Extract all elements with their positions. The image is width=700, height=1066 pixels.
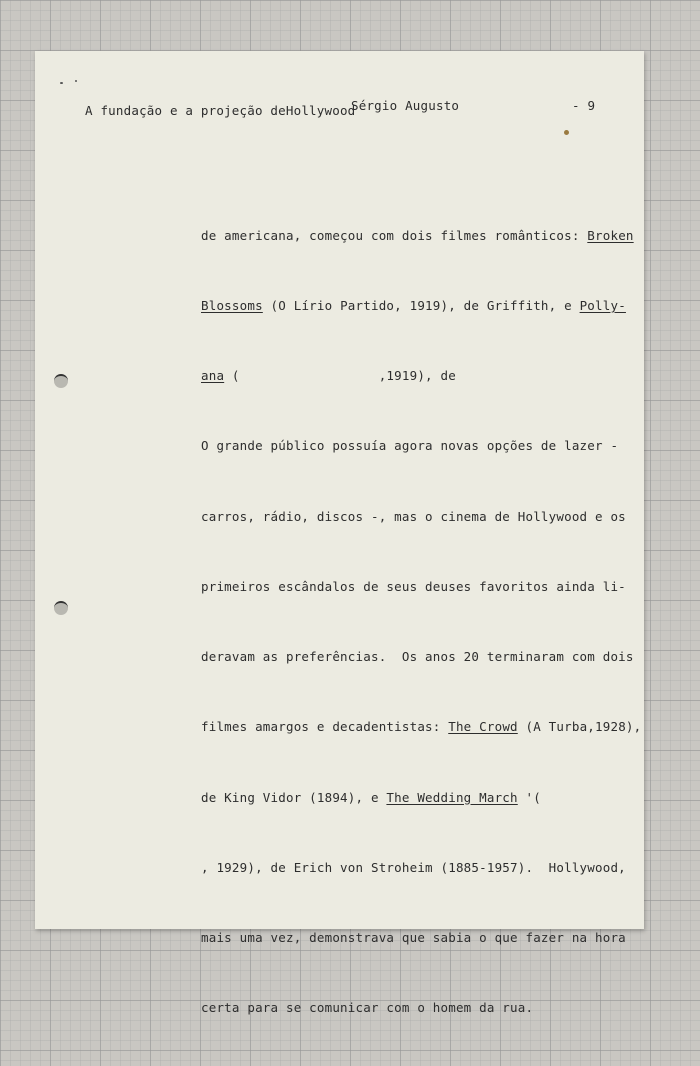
punch-hole [54,374,68,388]
text-run: (A Turba,1928), [517,719,642,735]
text-line [201,224,641,247]
film-title: The Wedding March [386,789,518,805]
header-author: Sérgio Augusto [351,98,460,113]
text-line: O grande público possuía agora novas opções de lazer - [201,438,619,454]
film-title: The Crowd [448,719,518,735]
ink-speck [75,80,77,82]
text-run: de americana, começou com dois filmes românticos: [201,227,588,243]
text-line: deravam as preferências. Os anos 20 terminaram com dois [201,649,634,665]
text-run: de King Vidor (1894), e [201,789,387,805]
text-run: ( ,1919), de [224,368,456,384]
text-run: (O Lírio Partido, 1919), de Griffith, e [262,298,580,314]
text-line: carros, rádio, discos -, mas o cinema de Hollywood e os [201,508,626,524]
body-text [201,177,641,1066]
header-title-line: A fundação e a projeção de [85,103,286,118]
text-line [201,786,641,809]
text-line [201,364,641,387]
text-line: , 1929), de Erich von Stroheim (1885-1957). Hollywood, [201,859,626,875]
film-title: Broken [587,227,634,243]
page-number: - 9 [572,98,596,113]
header-title-line: Hollywood [285,103,356,118]
film-title: Polly- [579,298,626,314]
text-line: mais uma vez, demonstrava que sabia o que fazer na hora [201,930,626,945]
punch-hole [54,601,68,615]
text-run: '( [517,789,541,805]
text-line: certa para se comunicar com o homem da rua. [201,1000,534,1016]
film-title: ana [201,368,225,384]
text-line [201,294,641,317]
header-title [85,98,355,124]
text-line: primeiros escândalos de seus deuses favoritos ainda li- [201,578,626,594]
text-run: filmes amargos e decadentistas: [201,719,449,735]
typewritten-page [35,51,644,1016]
ink-speck [564,130,569,135]
text-line [201,715,641,738]
ink-speck [60,82,63,84]
film-title: Blossoms [201,298,263,314]
